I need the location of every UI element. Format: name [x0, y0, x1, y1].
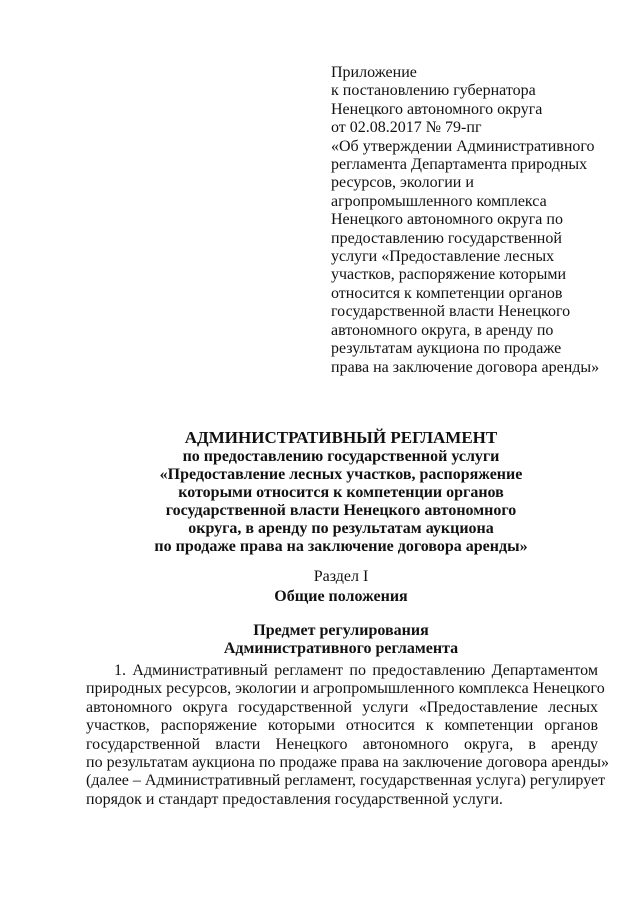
appendix-line: «Об утверждении Административного [331, 137, 595, 155]
appendix-line: предоставлению государственной [331, 229, 562, 247]
paragraph-1 [86, 662, 609, 809]
appendix-line: результатам аукциона по продаже [331, 340, 562, 358]
appendix-line: участков, распоряжение которыми [331, 266, 567, 284]
appendix-line: от 02.08.2017 № 79-пг [331, 119, 482, 137]
paragraph-line: автономного округа государственной услуги «Предоставление лесных [86, 698, 598, 716]
subject-line: Предмет регулирования [253, 622, 429, 639]
appendix-line: ресурсов, экологии и [331, 174, 474, 192]
title-line: «Предоставление лесных участков, распоряжение [159, 466, 523, 483]
appendix-line: права на заключение договора аренды» [331, 358, 600, 376]
section-number: Раздел I [313, 568, 369, 585]
appendix-line: к постановлению губернатора [331, 82, 536, 100]
paragraph-line: природных ресурсов, экологии и агропромышленного комплекса Ненецкого [86, 680, 605, 698]
paragraph-line: государственной власти Ненецкого автономного округа, в аренду [86, 735, 598, 753]
title-line: округа, в аренду по результатам аукциона [188, 520, 494, 537]
appendix-line: автономного округа, в аренду по [331, 321, 554, 339]
appendix-line: Ненецкого автономного округа по [331, 211, 563, 229]
paragraph-line: порядок и стандарт предоставления государственной услуги. [86, 790, 503, 808]
appendix-line: Ненецкого автономного округа [331, 100, 543, 118]
title-line: которыми относится к компетенции органов [178, 484, 504, 501]
paragraph-line: (далее – Административный регламент, государственная услуга) регулирует [86, 772, 606, 790]
appendix-header [331, 64, 606, 377]
title-line: по предоставлению государственной услуги [182, 448, 500, 465]
appendix-line: услуги «Предоставление лесных [331, 248, 555, 266]
appendix-line: регламента Департамента природных [331, 156, 588, 174]
paragraph-line: по результатам аукциона по продаже права на заключение договора аренды» [86, 754, 609, 772]
paragraph-line: участков, распоряжение которыми относится к компетенции органов [86, 717, 598, 735]
appendix-line: относится к компетенции органов [331, 284, 563, 302]
paragraph-line: 1. Административный регламент по предоставлению Департаментом [114, 662, 598, 679]
appendix-line: агропромышленного комплекса [331, 192, 547, 210]
subject-heading [86, 622, 596, 658]
appendix-line: Приложение [331, 64, 417, 81]
appendix-line: государственной власти Ненецкого [331, 303, 571, 321]
title-line: государственной власти Ненецкого автономного [165, 502, 517, 519]
title-line: по продаже права на заключение договора аренды» [154, 538, 528, 555]
document-title [86, 428, 596, 556]
section-heading [86, 567, 596, 607]
section-name: Общие положения [274, 588, 408, 605]
title-main: АДМИНИСТРАТИВНЫЙ РЕГЛАМЕНТ [184, 428, 498, 447]
subject-line: Административного регламента [223, 640, 459, 657]
